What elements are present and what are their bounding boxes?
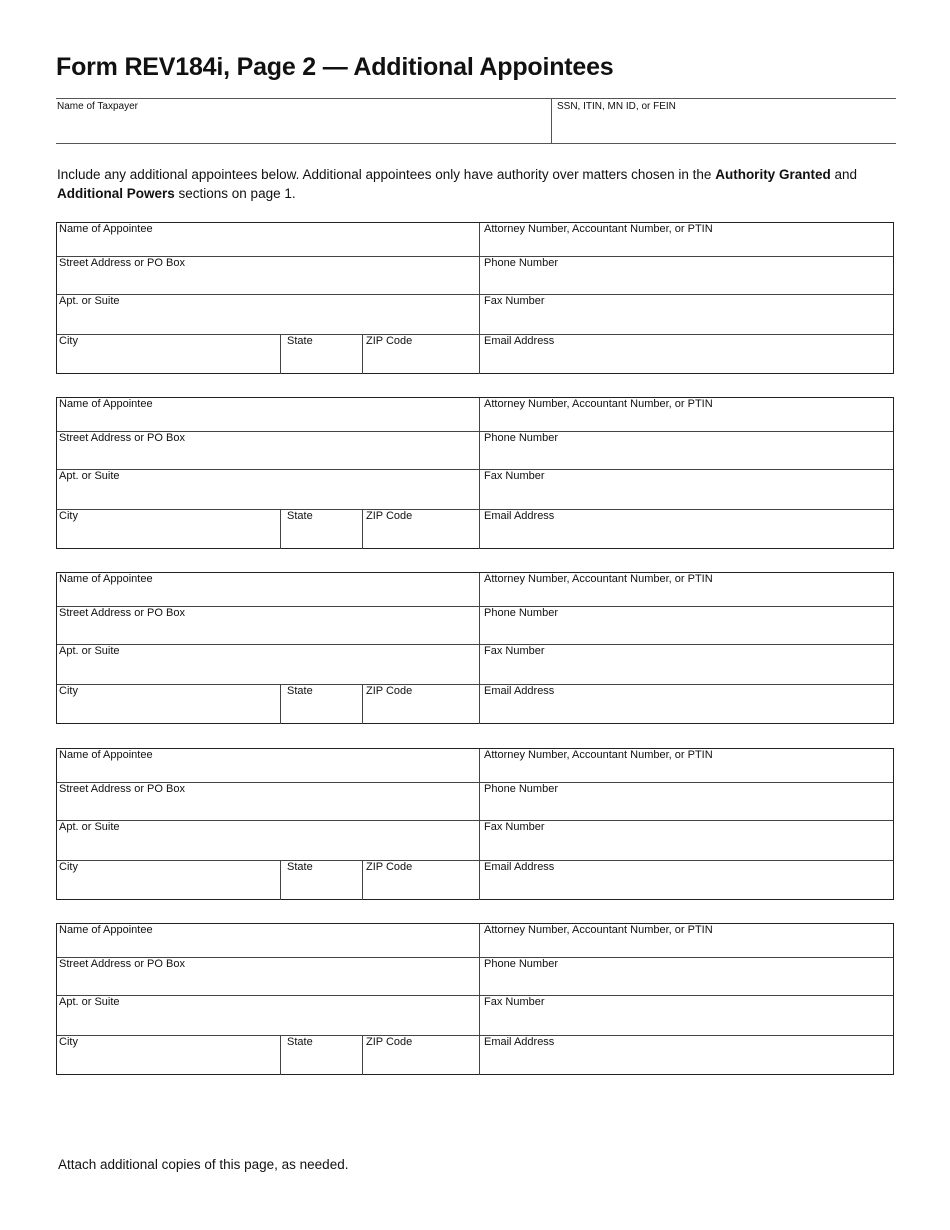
appointee-number-field[interactable]	[479, 749, 893, 782]
appointee-block-3	[56, 572, 894, 724]
apt-suite-field[interactable]	[57, 821, 479, 860]
appointee-name-field[interactable]	[57, 749, 479, 782]
field-label: City	[59, 335, 78, 347]
field-label: ZIP Code	[366, 510, 413, 522]
taxpayer-name-field[interactable]	[56, 99, 551, 143]
field-label: Attorney Number, Accountant Number, or PTIN	[484, 924, 713, 936]
appointee-name-field[interactable]	[57, 573, 479, 606]
field-label: ZIP Code	[366, 1036, 413, 1048]
phone-number-field[interactable]	[479, 783, 893, 820]
state-field[interactable]	[280, 510, 362, 549]
field-label: ZIP Code	[366, 861, 413, 873]
field-label: Street Address or PO Box	[59, 432, 185, 444]
apt-suite-field[interactable]	[57, 295, 479, 334]
intro-text: and	[830, 167, 857, 182]
field-label: City	[59, 861, 78, 873]
field-label: Fax Number	[484, 295, 545, 307]
taxpayer-id-label: SSN, ITIN, MN ID, or FEIN	[557, 101, 676, 112]
page-title: Form REV184i, Page 2 — Additional Appointees	[56, 53, 614, 81]
field-label: Apt. or Suite	[59, 470, 120, 482]
field-label: City	[59, 1036, 78, 1048]
fax-number-field[interactable]	[479, 821, 893, 860]
zip-code-field[interactable]	[362, 685, 479, 724]
intro-authority-granted: Authority Granted	[715, 167, 831, 182]
appointee-name-field[interactable]	[57, 223, 479, 256]
apt-suite-field[interactable]	[57, 996, 479, 1035]
field-label: State	[287, 861, 313, 873]
field-label: Fax Number	[484, 996, 545, 1008]
street-address-field[interactable]	[57, 432, 479, 469]
field-label: Apt. or Suite	[59, 295, 120, 307]
appointee-number-field[interactable]	[479, 223, 893, 256]
zip-code-field[interactable]	[362, 510, 479, 549]
appointee-name-field[interactable]	[57, 398, 479, 431]
field-label: ZIP Code	[366, 685, 413, 697]
field-label: Fax Number	[484, 645, 545, 657]
field-label: Email Address	[484, 335, 555, 347]
appointee-block-1	[56, 222, 894, 374]
zip-code-field[interactable]	[362, 1036, 479, 1075]
field-label: Phone Number	[484, 257, 558, 269]
appointee-block-5	[56, 923, 894, 1075]
field-label: Street Address or PO Box	[59, 607, 185, 619]
state-field[interactable]	[280, 685, 362, 724]
footer-note: Attach additional copies of this page, as needed.	[58, 1157, 349, 1172]
field-label: Name of Appointee	[59, 398, 153, 410]
field-label: State	[287, 510, 313, 522]
street-address-field[interactable]	[57, 607, 479, 644]
field-label: Name of Appointee	[59, 573, 153, 585]
field-label: Street Address or PO Box	[59, 257, 185, 269]
taxpayer-name-label: Name of Taxpayer	[57, 101, 138, 112]
street-address-field[interactable]	[57, 958, 479, 995]
appointee-block-2	[56, 397, 894, 549]
field-label: City	[59, 685, 78, 697]
field-label: Fax Number	[484, 470, 545, 482]
apt-suite-field[interactable]	[57, 645, 479, 684]
field-label: State	[287, 335, 313, 347]
field-label: Email Address	[484, 861, 555, 873]
state-field[interactable]	[280, 861, 362, 900]
field-label: Street Address or PO Box	[59, 958, 185, 970]
field-label: State	[287, 685, 313, 697]
intro-paragraph	[57, 165, 897, 203]
email-address-field[interactable]	[479, 1036, 893, 1075]
state-field[interactable]	[280, 1036, 362, 1075]
city-field[interactable]	[57, 861, 280, 900]
phone-number-field[interactable]	[479, 607, 893, 644]
field-label: Attorney Number, Accountant Number, or PTIN	[484, 398, 713, 410]
fax-number-field[interactable]	[479, 645, 893, 684]
street-address-field[interactable]	[57, 257, 479, 294]
appointee-number-field[interactable]	[479, 924, 893, 957]
field-label: Phone Number	[484, 432, 558, 444]
field-label: Email Address	[484, 1036, 555, 1048]
phone-number-field[interactable]	[479, 432, 893, 469]
field-label: Phone Number	[484, 958, 558, 970]
field-label: Street Address or PO Box	[59, 783, 185, 795]
phone-number-field[interactable]	[479, 257, 893, 294]
field-label: Name of Appointee	[59, 223, 153, 235]
fax-number-field[interactable]	[479, 470, 893, 509]
city-field[interactable]	[57, 685, 280, 724]
appointee-number-field[interactable]	[479, 573, 893, 606]
appointee-block-4	[56, 748, 894, 900]
intro-additional-powers: Additional Powers	[57, 186, 175, 201]
field-label: Phone Number	[484, 783, 558, 795]
field-label: State	[287, 1036, 313, 1048]
field-label: Email Address	[484, 510, 555, 522]
taxpayer-id-field[interactable]	[551, 99, 896, 143]
email-address-field[interactable]	[479, 510, 893, 549]
field-label: Email Address	[484, 685, 555, 697]
field-label: Name of Appointee	[59, 749, 153, 761]
field-label: Apt. or Suite	[59, 821, 120, 833]
city-field[interactable]	[57, 335, 280, 374]
field-label: ZIP Code	[366, 335, 413, 347]
zip-code-field[interactable]	[362, 335, 479, 374]
street-address-field[interactable]	[57, 783, 479, 820]
phone-number-field[interactable]	[479, 958, 893, 995]
email-address-field[interactable]	[479, 335, 893, 374]
fax-number-field[interactable]	[479, 996, 893, 1035]
field-label: City	[59, 510, 78, 522]
appointee-number-field[interactable]	[479, 398, 893, 431]
zip-code-field[interactable]	[362, 861, 479, 900]
fax-number-field[interactable]	[479, 295, 893, 334]
field-label: Fax Number	[484, 821, 545, 833]
intro-text: sections on page 1.	[174, 186, 296, 201]
city-field[interactable]	[57, 1036, 280, 1075]
email-address-field[interactable]	[479, 685, 893, 724]
field-label: Attorney Number, Accountant Number, or PTIN	[484, 749, 713, 761]
city-field[interactable]	[57, 510, 280, 549]
field-label: Attorney Number, Accountant Number, or PTIN	[484, 223, 713, 235]
field-label: Name of Appointee	[59, 924, 153, 936]
field-label: Phone Number	[484, 607, 558, 619]
email-address-field[interactable]	[479, 861, 893, 900]
field-label: Attorney Number, Accountant Number, or PTIN	[484, 573, 713, 585]
apt-suite-field[interactable]	[57, 470, 479, 509]
field-label: Apt. or Suite	[59, 645, 120, 657]
state-field[interactable]	[280, 335, 362, 374]
field-label: Apt. or Suite	[59, 996, 120, 1008]
taxpayer-info-row	[56, 98, 896, 144]
appointee-name-field[interactable]	[57, 924, 479, 957]
intro-text: Include any additional appointees below. Additional appointees only have authority over matters chosen in the	[57, 167, 716, 182]
